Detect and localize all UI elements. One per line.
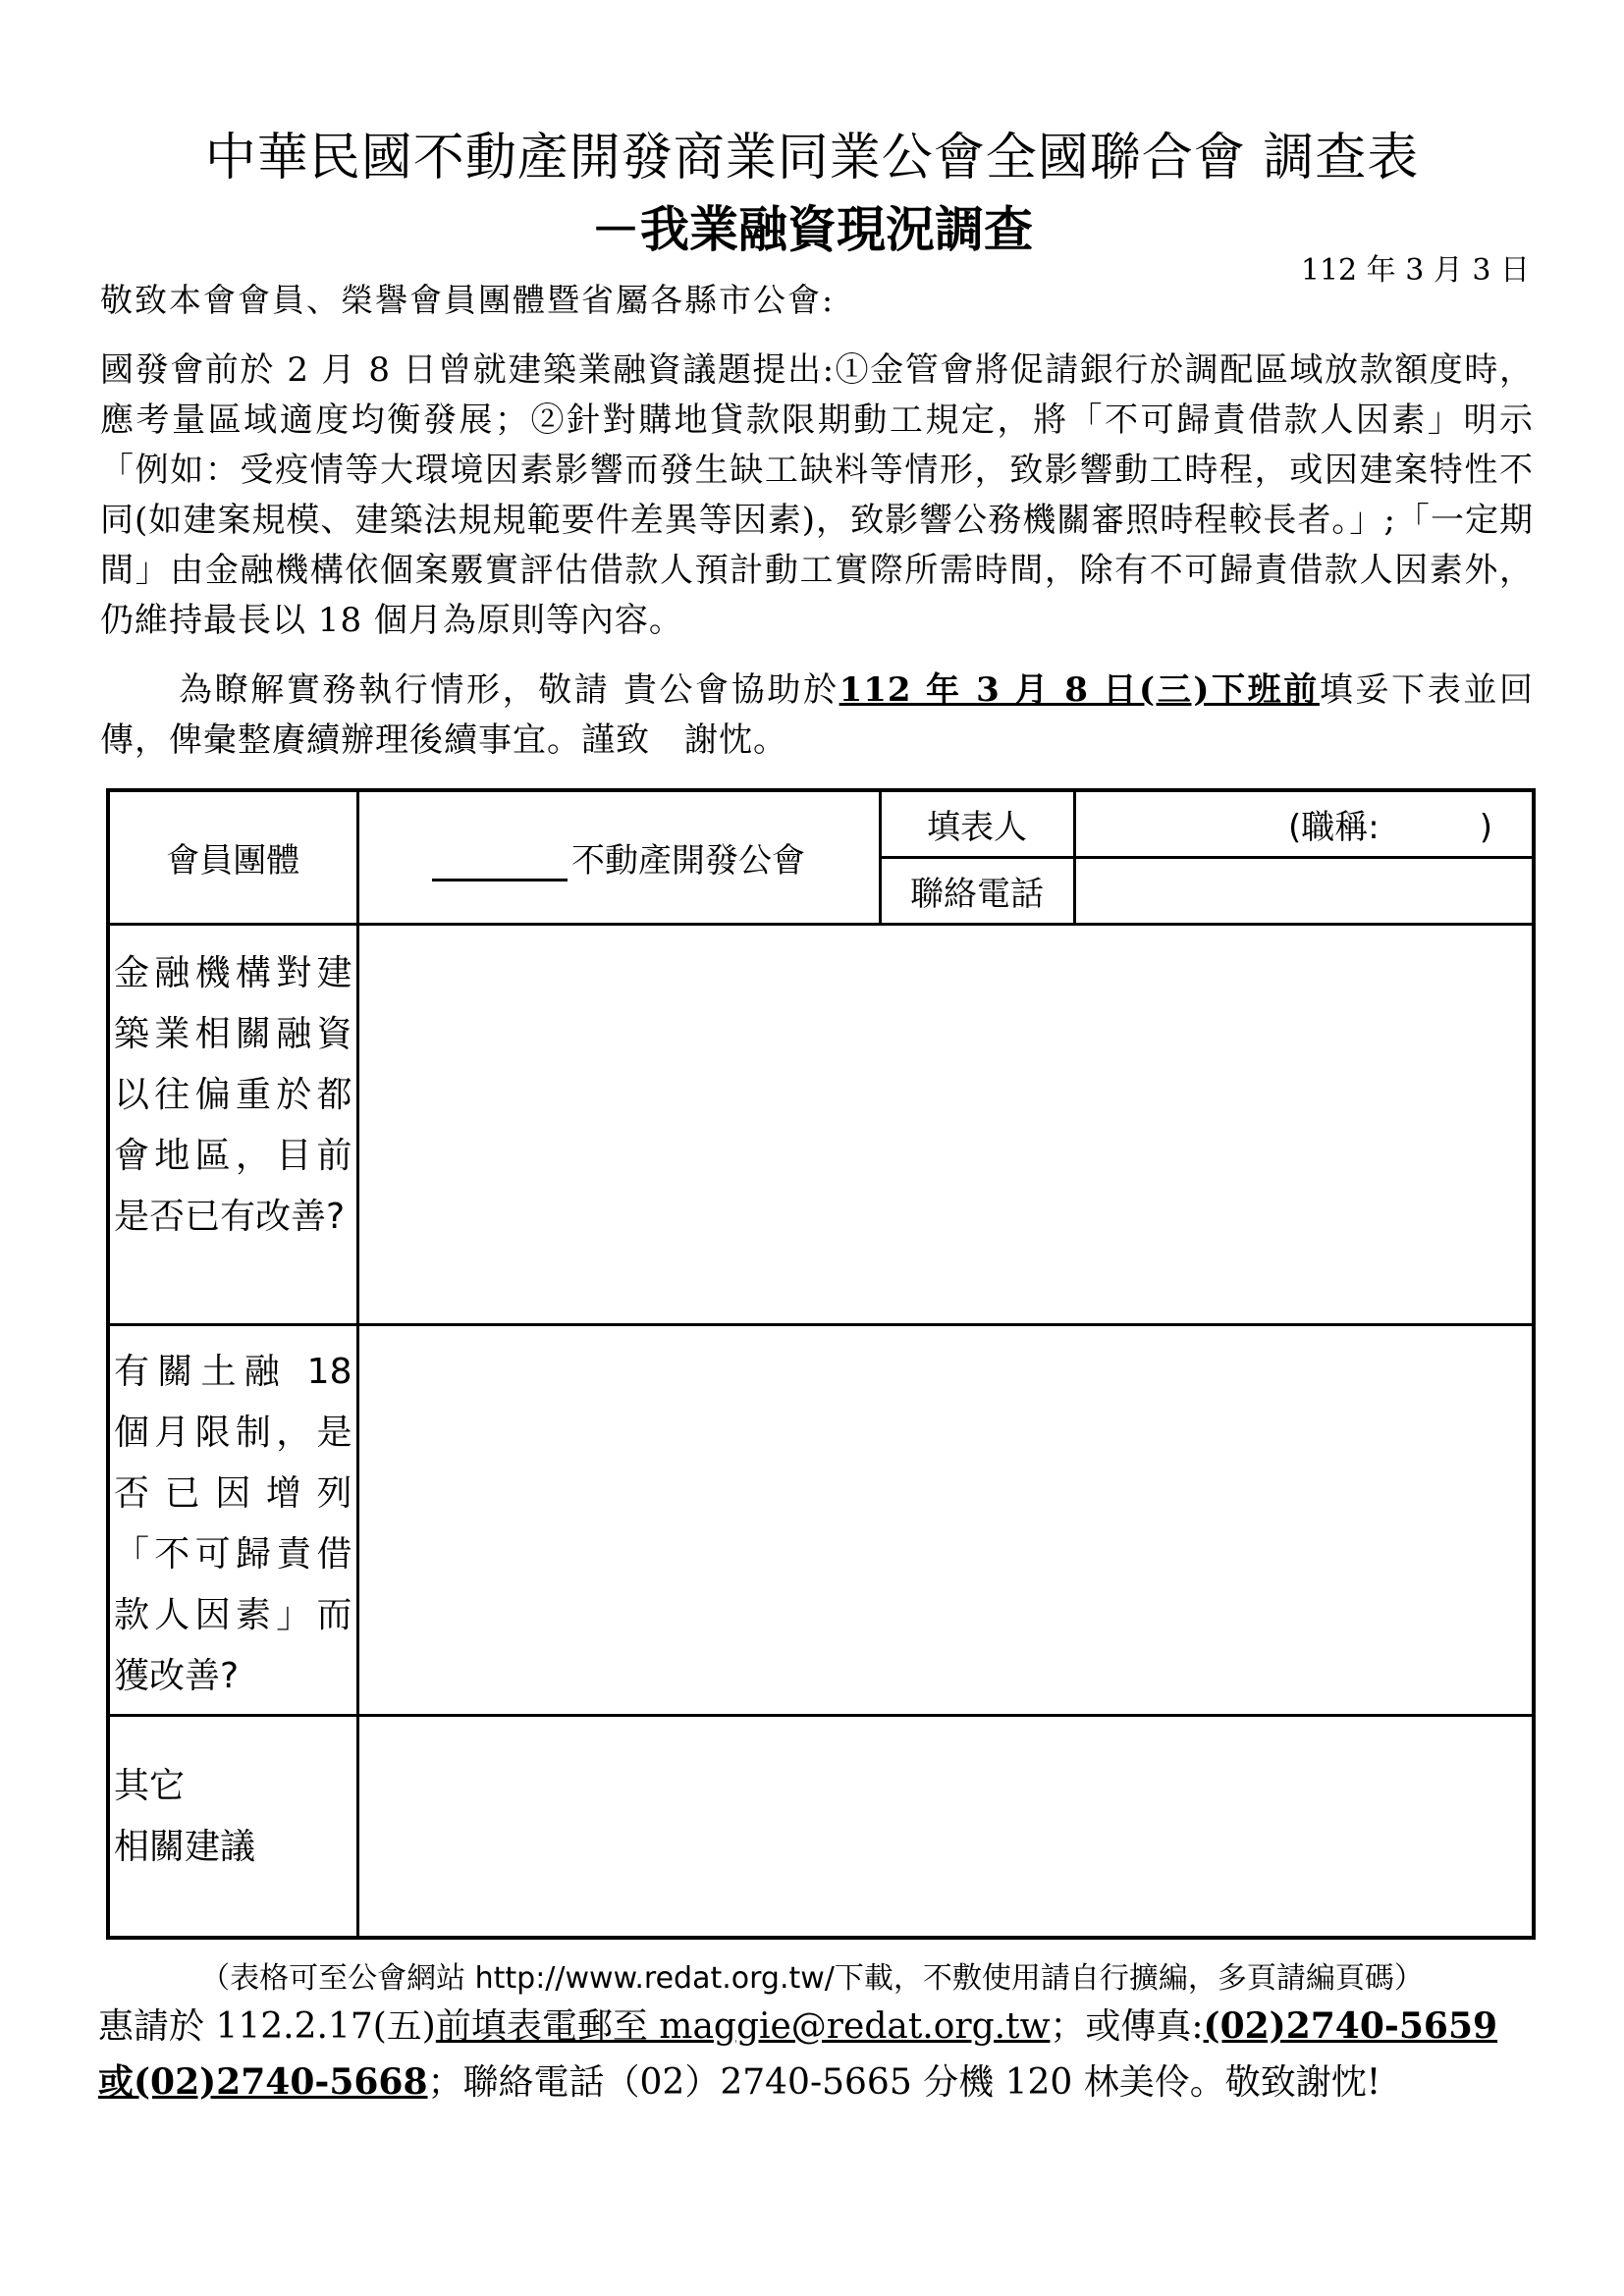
document-date: 112 年 3 月 3 日 (1300, 253, 1530, 288)
paragraph-request (100, 666, 1534, 766)
paragraph-background: 國發會前於 2 月 8 日曾就建築業融資議題提出:①金管會將促請銀行於調配區域放款額度時，應考量區域適度均衡發展；②針對購地貸款限期動工規定，將「不可歸責借款人因素」明示「例如：受疫情等大環境因素影響而發生缺工缺料等情形，致影響動工時程，或因建案特性不同(如建案規模、建築法規規範要件差異等因素)，致影響公務機關審照時程較長者。」;「一定期間」由金融機構依個案覈實評估借款人預計動工實際所需時間，除有不可歸責借款人因素外，仍維持最長以 18 個月為原則等內容。 (100, 350, 1534, 640)
filler-label: 填表人 (880, 790, 1074, 857)
request-text-post: 填妥下表並回傳，俾彙整賡續辦理後續事宜。謹致 謝忱。 (100, 670, 1535, 760)
fax-number-2: (02)2740-5668 (134, 2061, 428, 2103)
contact-phone-text: ；聯絡電話（02）2740-5665 分機 120 林美伶。敬致謝忱! (427, 2062, 1381, 2103)
association-field[interactable] (357, 790, 880, 924)
answer-2-field[interactable] (357, 1325, 1534, 1715)
association-suffix: 不動產開發公會 (571, 840, 805, 881)
question-1-label: 金融機構對建築業相關融資以往偏重於都會地區，目前是否已有改善? (108, 924, 357, 1324)
answer-3-field[interactable] (357, 1715, 1534, 1938)
answer-1-field[interactable] (357, 924, 1534, 1324)
association-blank[interactable] (432, 849, 568, 881)
request-text-pre: 為瞭解實務執行情形，敬請 貴公會協助於 (179, 670, 839, 710)
submission-instructions (98, 1999, 1532, 2110)
submit-date-text: 惠請於 112.2.17(五) (98, 2006, 436, 2047)
question-2-label: 有關土融 18 個月限制，是否已因增列「不可歸責借款人因素」而獲改善? (108, 1325, 357, 1715)
submit-email-link[interactable]: 前填表電郵至 maggie@redat.org.tw (435, 2006, 1051, 2047)
member-label: 會員團體 (108, 790, 357, 924)
submit-fax-label: ；或傳真: (1050, 2006, 1204, 2047)
survey-form-table (106, 788, 1536, 1940)
question-3-label: 其它 相關建議 (108, 1715, 357, 1938)
phone-field[interactable] (1074, 857, 1534, 924)
document-title: 中華民國不動產開發商業同業公會全國聯合會 調查表 (204, 129, 1420, 187)
phone-label: 聯絡電話 (880, 857, 1074, 924)
fax-number-1: (02)2740-5659 (1203, 2005, 1498, 2047)
document-subtitle: －我業融資現況調查 (591, 200, 1033, 258)
filler-field[interactable]: (職稱: ) (1074, 790, 1534, 857)
download-note: （表格可至公會網站 http://www.redat.org.tw/下載，不敷使用請自行擴編，多頁請編頁碼） (200, 1961, 1424, 1996)
fax-number-2-line (98, 2061, 428, 2103)
fax-or-text: 或 (98, 2061, 135, 2103)
deadline-text: 112 年 3 月 8 日(三)下班前 (839, 670, 1320, 710)
greeting: 敬致本會會員、榮譽會員團體暨省屬各縣市公會: (100, 281, 836, 319)
